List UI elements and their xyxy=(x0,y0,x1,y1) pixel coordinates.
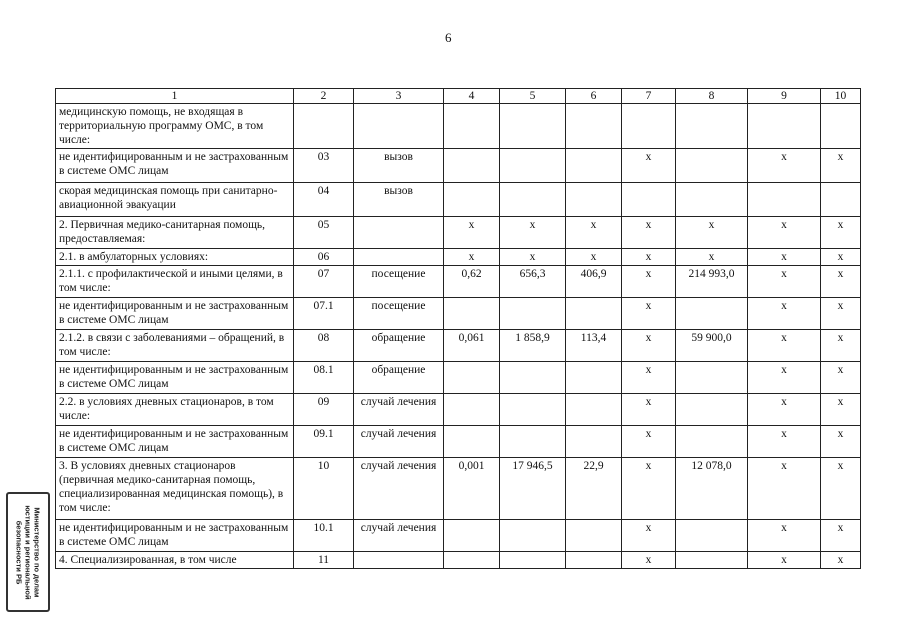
table-row xyxy=(56,266,861,298)
row-label-cell: не идентифицированным и не застрахованным в системе ОМС лицам xyxy=(56,362,294,394)
table-cell xyxy=(354,217,444,249)
table-cell: случай лечения xyxy=(354,458,444,520)
table-cell: х xyxy=(622,266,676,298)
table-cell: вызов xyxy=(354,149,444,183)
table-cell: х xyxy=(821,266,861,298)
column-header: 3 xyxy=(354,89,444,104)
table-cell xyxy=(622,183,676,217)
table-row xyxy=(56,426,861,458)
column-header: 8 xyxy=(676,89,748,104)
table-cell: 07.1 xyxy=(294,298,354,330)
table-cell: х xyxy=(566,217,622,249)
table-cell: случай лечения xyxy=(354,426,444,458)
table-cell xyxy=(354,552,444,569)
table-cell: 03 xyxy=(294,149,354,183)
table-cell: х xyxy=(821,362,861,394)
table-cell: 08.1 xyxy=(294,362,354,394)
table-cell: х xyxy=(748,552,821,569)
table-cell xyxy=(566,520,622,552)
table-cell xyxy=(444,552,500,569)
table-cell: х xyxy=(622,330,676,362)
table-cell: х xyxy=(622,362,676,394)
table-cell: х xyxy=(622,458,676,520)
table-row xyxy=(56,298,861,330)
table-cell xyxy=(500,183,566,217)
table-cell: х xyxy=(566,249,622,266)
table-cell: х xyxy=(748,149,821,183)
row-label-cell: 2.2. в условиях дневных стационаров, в том числе: xyxy=(56,394,294,426)
row-label-cell: не идентифицированным и не застрахованным в системе ОМС лицам xyxy=(56,149,294,183)
table-cell: 06 xyxy=(294,249,354,266)
table-row xyxy=(56,217,861,249)
table-cell xyxy=(500,552,566,569)
table-cell: 0,62 xyxy=(444,266,500,298)
table-cell: х xyxy=(748,362,821,394)
table-cell: 12 078,0 xyxy=(676,458,748,520)
table-cell: 22,9 xyxy=(566,458,622,520)
table-cell: 04 xyxy=(294,183,354,217)
row-label-cell: 2.1. в амбулаторных условиях: xyxy=(56,249,294,266)
table-cell: 10.1 xyxy=(294,520,354,552)
table-cell: 10 xyxy=(294,458,354,520)
table-cell: х xyxy=(821,458,861,520)
table-cell: х xyxy=(622,149,676,183)
table-row xyxy=(56,104,861,149)
table-row xyxy=(56,183,861,217)
table-cell: х xyxy=(821,394,861,426)
table-cell: х xyxy=(748,217,821,249)
table-cell: 05 xyxy=(294,217,354,249)
table-cell: х xyxy=(444,249,500,266)
table-cell: х xyxy=(748,520,821,552)
data-table xyxy=(55,88,861,569)
row-label-cell: не идентифицированным и не застрахованным в системе ОМС лицам xyxy=(56,426,294,458)
column-header: 5 xyxy=(500,89,566,104)
table-cell xyxy=(566,104,622,149)
table-cell xyxy=(676,394,748,426)
column-header: 6 xyxy=(566,89,622,104)
table-cell: х xyxy=(622,217,676,249)
table-cell xyxy=(748,104,821,149)
table-cell: х xyxy=(748,249,821,266)
table-cell xyxy=(444,149,500,183)
table-cell xyxy=(676,362,748,394)
row-label-cell: медицинскую помощь, не входящая в территориальную программу ОМС, в том числе: xyxy=(56,104,294,149)
table-cell xyxy=(566,362,622,394)
table-cell xyxy=(676,520,748,552)
table-cell: х xyxy=(748,394,821,426)
table-row xyxy=(56,330,861,362)
table-cell xyxy=(444,298,500,330)
table-cell: х xyxy=(821,520,861,552)
table-cell xyxy=(821,183,861,217)
table-row xyxy=(56,458,861,520)
table-cell xyxy=(566,149,622,183)
table-cell xyxy=(444,520,500,552)
table-cell: х xyxy=(821,149,861,183)
table-cell: х xyxy=(748,330,821,362)
table-cell xyxy=(566,552,622,569)
table-cell: х xyxy=(821,426,861,458)
row-label-cell: 4. Специализированная, в том числе xyxy=(56,552,294,569)
table-cell: х xyxy=(622,426,676,458)
table-cell: 09.1 xyxy=(294,426,354,458)
table-cell: х xyxy=(622,298,676,330)
table-cell xyxy=(676,104,748,149)
table-cell xyxy=(622,104,676,149)
table-cell xyxy=(500,426,566,458)
table-cell: х xyxy=(622,394,676,426)
table-cell: 0,001 xyxy=(444,458,500,520)
table-cell xyxy=(500,394,566,426)
table-cell xyxy=(566,426,622,458)
row-label-cell: 2. Первичная медико-санитарная помощь, предоставляемая: xyxy=(56,217,294,249)
table-cell xyxy=(444,426,500,458)
column-header: 7 xyxy=(622,89,676,104)
table-cell: х xyxy=(821,330,861,362)
table-cell: 59 900,0 xyxy=(676,330,748,362)
table-cell xyxy=(294,104,354,149)
table-cell: х xyxy=(622,520,676,552)
table-cell xyxy=(444,362,500,394)
table-cell xyxy=(821,104,861,149)
table-cell: 08 xyxy=(294,330,354,362)
table-cell: х xyxy=(748,266,821,298)
table-header-row xyxy=(56,89,861,104)
table-cell xyxy=(676,183,748,217)
table-cell: вызов xyxy=(354,183,444,217)
table-cell xyxy=(500,104,566,149)
table-row xyxy=(56,394,861,426)
column-header: 4 xyxy=(444,89,500,104)
table-cell: х xyxy=(500,217,566,249)
column-header: 10 xyxy=(821,89,861,104)
table-cell xyxy=(500,520,566,552)
table-cell: 656,3 xyxy=(500,266,566,298)
table-cell: посещение xyxy=(354,298,444,330)
table-cell xyxy=(676,149,748,183)
table-cell: 17 946,5 xyxy=(500,458,566,520)
row-label-cell: скорая медицинская помощь при санитарно-авиационной эвакуации xyxy=(56,183,294,217)
table-cell: х xyxy=(821,298,861,330)
table-cell: 113,4 xyxy=(566,330,622,362)
table-cell xyxy=(748,183,821,217)
table-cell: 09 xyxy=(294,394,354,426)
table-cell xyxy=(354,249,444,266)
table-cell: обращение xyxy=(354,362,444,394)
table-cell xyxy=(676,298,748,330)
table-cell xyxy=(444,394,500,426)
stamp-line: юстиции и региональной xyxy=(23,504,33,600)
table-cell xyxy=(444,104,500,149)
table-cell: случай лечения xyxy=(354,394,444,426)
registration-stamp xyxy=(6,492,50,612)
table-row xyxy=(56,520,861,552)
page-number: 6 xyxy=(445,30,452,45)
table-cell: 214 993,0 xyxy=(676,266,748,298)
table-cell: х xyxy=(444,217,500,249)
table-cell: 0,061 xyxy=(444,330,500,362)
table-cell xyxy=(566,183,622,217)
stamp-line: Министерство по делам xyxy=(32,506,42,598)
table-cell xyxy=(676,426,748,458)
table-cell: 1 858,9 xyxy=(500,330,566,362)
table-cell: х xyxy=(676,217,748,249)
table-cell xyxy=(354,104,444,149)
table-cell: х xyxy=(748,426,821,458)
table-cell: х xyxy=(622,249,676,266)
column-header: 1 xyxy=(56,89,294,104)
table-cell: х xyxy=(622,552,676,569)
table-cell: 406,9 xyxy=(566,266,622,298)
table-cell: х xyxy=(748,458,821,520)
table-cell xyxy=(500,362,566,394)
column-header: 9 xyxy=(748,89,821,104)
table-cell xyxy=(500,149,566,183)
table-row xyxy=(56,362,861,394)
table-cell xyxy=(444,183,500,217)
row-label-cell: не идентифицированным и не застрахованным в системе ОМС лицам xyxy=(56,298,294,330)
table-cell: обращение xyxy=(354,330,444,362)
table-cell: х xyxy=(748,298,821,330)
row-label-cell: 2.1.2. в связи с заболеваниями – обращений, в том числе: xyxy=(56,330,294,362)
table-cell: посещение xyxy=(354,266,444,298)
table-cell: 07 xyxy=(294,266,354,298)
table-cell xyxy=(500,298,566,330)
table-cell: х xyxy=(821,249,861,266)
table-cell xyxy=(566,394,622,426)
stamp-text xyxy=(15,505,42,599)
table-cell: х xyxy=(676,249,748,266)
table-row xyxy=(56,552,861,569)
row-label-cell: 2.1.1. с профилактической и иными целями, в том числе: xyxy=(56,266,294,298)
table-cell: х xyxy=(821,217,861,249)
row-label-cell: не идентифицированным и не застрахованным в системе ОМС лицам xyxy=(56,520,294,552)
row-label-cell: 3. В условиях дневных стационаров (первичная медико-санитарная помощь, специализированная медицинская помощь), в том числе: xyxy=(56,458,294,520)
table-cell xyxy=(676,552,748,569)
table-body xyxy=(56,104,861,569)
table-cell: х xyxy=(821,552,861,569)
table-row xyxy=(56,249,861,266)
table-cell: случай лечения xyxy=(354,520,444,552)
table-cell xyxy=(566,298,622,330)
stamp-line: безопасности РБ xyxy=(14,520,24,584)
column-header: 2 xyxy=(294,89,354,104)
table-cell: 11 xyxy=(294,552,354,569)
table-cell: х xyxy=(500,249,566,266)
table-row xyxy=(56,149,861,183)
